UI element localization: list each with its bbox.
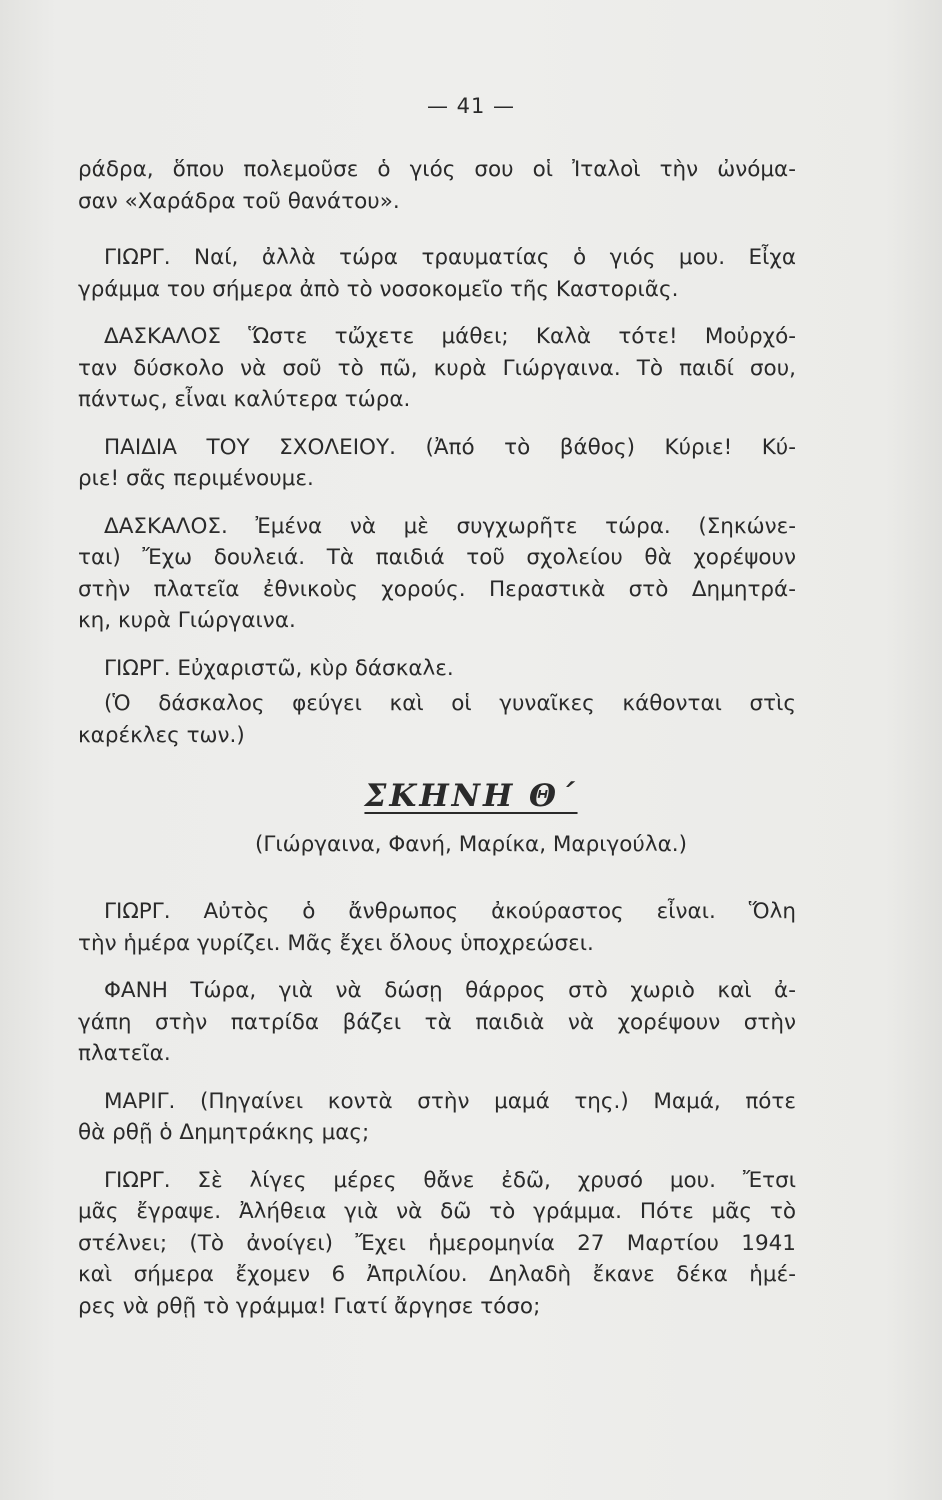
dialogue-block-bottom (78, 896, 796, 1322)
text-line: μᾶς ἔγραψε. Ἀλήθεια γιὰ νὰ δῶ τὸ γράμμα. Πότε μᾶς τὸ (78, 1199, 796, 1224)
text-line: ρες νὰ ρθῇ τὸ γράμμα! Γιατί ἄργησε τόσο; (78, 1293, 541, 1319)
dialogue-block-top (78, 154, 796, 751)
text-line: ταν δύσκολο νὰ σοῦ τὸ πῶ, κυρὰ Γιώργαινα. Τὸ παιδί σου, (78, 355, 796, 381)
text-line: πάντως, εἶναι καλύτερα τώρα. (78, 387, 411, 412)
text-line: ΦΑΝΗ Τώρα, γιὰ νὰ δώσῃ θάρρος στὸ χωριὸ καὶ ἀ- (104, 978, 796, 1003)
text-line: ΓΙΩΡΓ. Ναί, ἀλλὰ τώρα τραυματίας ὁ γιός μου. Εἶχα (104, 245, 796, 270)
text-line: ΓΙΩΡΓ. Εὐχαριστῶ, κὺρ δάσκαλε. (104, 655, 454, 681)
text-line: ΓΙΩΡΓ. Σὲ λίγες μέρες θἄνε ἐδῶ, χρυσό μου. Ἔτσι (104, 1167, 796, 1193)
text-line: κη, κυρὰ Γιώργαινα. (78, 608, 296, 633)
text-line: στὴν πλατεῖα ἐθνικοὺς χορούς. Περαστικὰ στὸ Δημητρά- (78, 576, 796, 602)
text-line: ΔΑΣΚΑΛΟΣ Ὥστε τὤχετε μάθει; Καλὰ τότε! Μοὐρχό- (104, 324, 796, 349)
text-line: γάπη στὴν πατρίδα βάζει τὰ παιδιὰ νὰ χορέψουν στὴν (78, 1009, 796, 1035)
stage-direction: καρέκλες των.) (78, 722, 245, 748)
text-line: στέλνει; (Τὸ ἀνοίγει) Ἔχει ἡμερομηνία 27 Μαρτίου 1941 (78, 1230, 796, 1256)
text-line: ΔΑΣΚΑΛΟΣ. Ἐμένα νὰ μὲ συγχωρῆτε τώρα. (Σηκώνε- (104, 513, 796, 539)
text-line: καὶ σήμερα ἔχομεν 6 Ἀπριλίου. Δηλαδὴ ἔκανε δέκα ἡμέ- (78, 1262, 796, 1287)
scene-cast: (Γιώργαινα, Φανή, Μαρίκα, Μαριγούλα.) (255, 832, 687, 857)
scene-title: ΣΚΗΝΗ Θ΄ (364, 778, 578, 814)
text-line: ριε! σᾶς περιμένουμε. (78, 466, 314, 491)
text-line: πλατεῖα. (78, 1041, 171, 1066)
text-line: ΠΑΙΔΙΑ ΤΟΥ ΣΧΟΛΕΙΟΥ. (Ἀπό τὸ βάθος) Κύριε! Κύ- (104, 434, 796, 460)
text-line: θὰ ρθῇ ὁ Δημητράκης μας; (78, 1120, 370, 1145)
stage-direction: (Ὁ δάσκαλος φεύγει καὶ οἱ γυναῖκες κάθονται στὶς (104, 691, 796, 716)
text-line: σαν «Χαράδρα τοῦ θανάτου». (78, 188, 400, 214)
text-line: ται) Ἔχω δουλειά. Τὰ παιδιά τοῦ σχολείου θὰ χορέψουν (78, 545, 796, 570)
text-line: γράμμα του σήμερα ἀπὸ τὸ νοσοκομεῖο τῆς Καστοριᾶς. (78, 276, 679, 302)
text-line: ΓΙΩΡΓ. Αὐτὸς ὁ ἄνθρωπος ἀκούραστος εἶναι. Ὅλη (104, 899, 796, 924)
page-number: — 41 — (426, 94, 516, 118)
text-line: ράδρα, ὅπου πολεμοῦσε ὁ γιός σου οἱ Ἰταλοὶ τὴν ὠνόμα- (78, 157, 796, 182)
text-line: ΜΑΡΙΓ. (Πηγαίνει κοντὰ στὴν μαμά της.) Μαμά, πότε (104, 1088, 796, 1114)
text-line: τὴν ἡμέρα γυρίζει. Μᾶς ἔχει ὅλους ὑποχρεώσει. (78, 930, 594, 956)
